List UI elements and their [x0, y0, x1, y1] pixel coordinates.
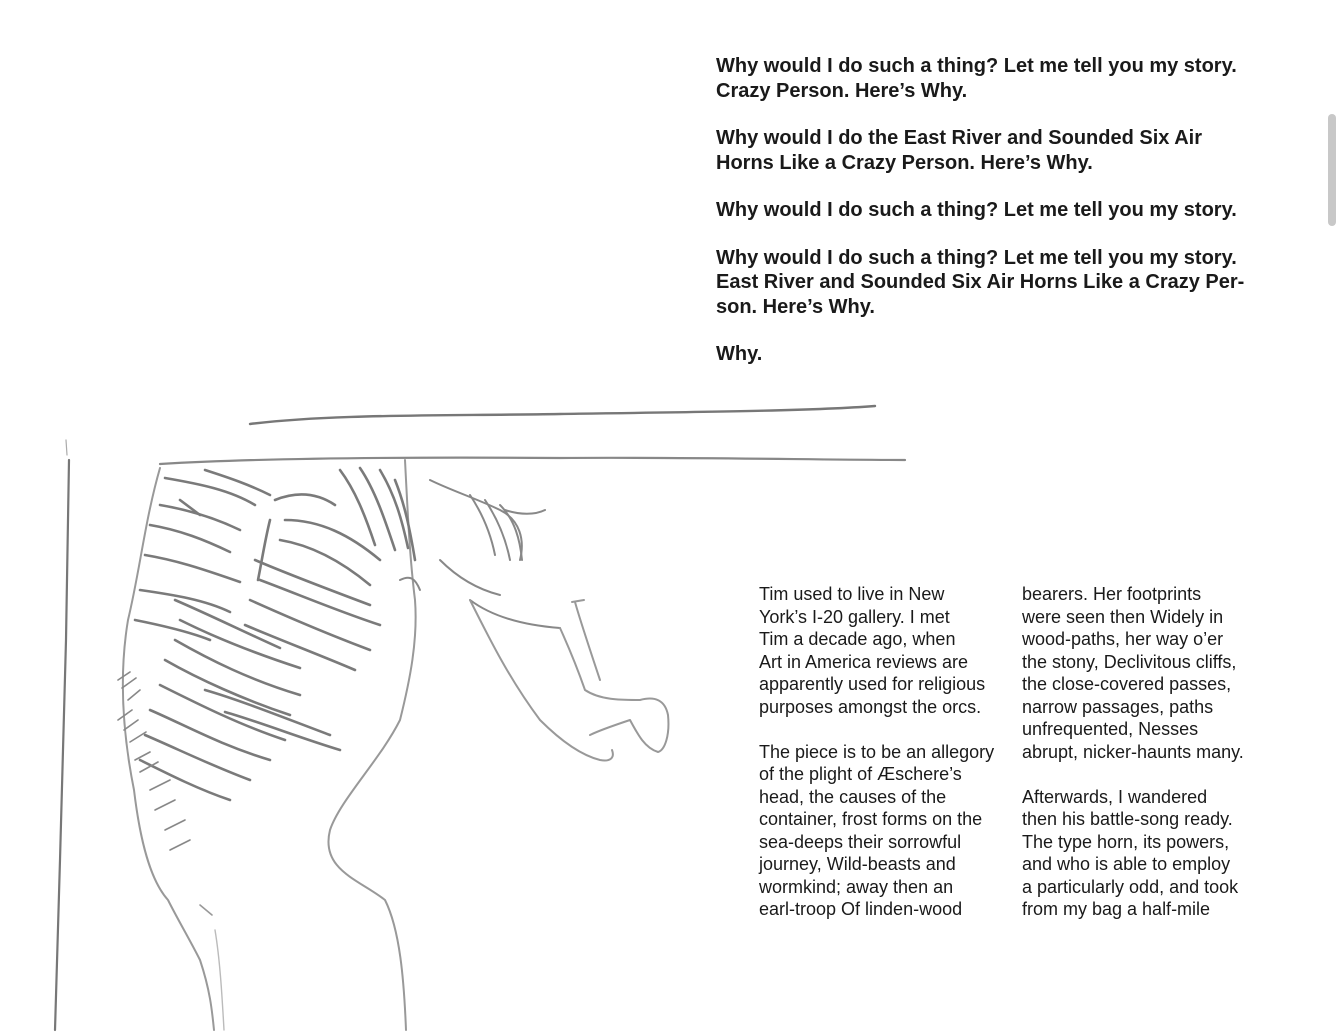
- text-line: Afterwards, I wandered: [1022, 786, 1208, 807]
- sketch-faint-line: [200, 905, 212, 915]
- text-line: the stony, Declivitous cliffs,: [1022, 651, 1237, 672]
- headline-line: East River and Sounded Six Air Horns Like a Crazy Per-: [716, 271, 1245, 293]
- text-line: Art in America reviews are: [759, 651, 969, 672]
- headline: [716, 126, 1276, 175]
- text-line: wood-paths, her way o’er: [1022, 629, 1224, 649]
- text-line: bearers. Her footprints: [1022, 584, 1202, 604]
- text-line: the close-covered passes,: [1022, 674, 1232, 694]
- headline-line: Why would I do such a thing? Let me tell you my story.: [716, 199, 1237, 221]
- headline: [716, 246, 1276, 320]
- text-line: container, frost forms on the: [759, 809, 983, 829]
- headline-line: Why would I do such a thing? Let me tell you my story.: [716, 55, 1237, 77]
- text-line: and who is able to employ: [1022, 854, 1231, 874]
- text-line: head, the causes of the: [759, 786, 947, 807]
- sketch-faint-line: [215, 930, 224, 1030]
- headline-line: son. Here’s Why.: [716, 295, 875, 318]
- sketch-bench-top-line: [250, 406, 875, 424]
- headline: [716, 198, 1276, 223]
- headline: [716, 342, 1276, 367]
- paragraph: [759, 741, 1009, 921]
- vertical-scrollbar[interactable]: [1328, 114, 1336, 226]
- text-line: then his battle-song ready.: [1022, 809, 1233, 829]
- paragraph: [1022, 786, 1272, 921]
- text-line: were seen then Widely in: [1022, 606, 1224, 627]
- sketch-back-outline: [328, 460, 415, 1030]
- headline-line: Why.: [716, 343, 763, 365]
- text-line: Tim used to live in New: [759, 584, 945, 604]
- text-line: purposes amongst the orcs.: [759, 696, 982, 717]
- headline-line: Why would I do the East River and Sounded Six Air: [716, 127, 1202, 149]
- text-line: a particularly odd, and took: [1022, 876, 1239, 897]
- sketch-stripes: [135, 468, 415, 800]
- body-column-left: [759, 583, 1009, 943]
- text-line: abrupt, nicker-haunts many.: [1022, 741, 1244, 762]
- body-column-right: [1022, 583, 1272, 943]
- sketch-wall-tick: [66, 440, 67, 455]
- paragraph: [759, 583, 1009, 718]
- text-line: journey, Wild-beasts and: [759, 854, 956, 874]
- sketch-bench-bottom-line: [160, 458, 905, 464]
- headline-block: [716, 54, 1276, 390]
- text-line: The piece is to be an allegory: [759, 741, 995, 762]
- text-line: unfrequented, Nesses: [1022, 719, 1199, 739]
- headline-line: Why would I do such a thing? Let me tell you my story.: [716, 246, 1237, 269]
- text-line: wormkind; away then an: [759, 876, 954, 897]
- text-line: earl-troop Of linden-wood: [759, 899, 963, 919]
- paragraph: [1022, 583, 1272, 763]
- text-line: narrow passages, paths: [1022, 696, 1214, 717]
- sketch-limb: [470, 600, 668, 761]
- text-line: The type horn, its powers,: [1022, 831, 1230, 852]
- headline: [716, 54, 1276, 103]
- sketch-wall-line: [55, 460, 69, 1030]
- text-line: apparently used for religious: [759, 674, 986, 694]
- text-line: sea-deeps their sorrowful: [759, 831, 962, 852]
- sketch-head: [400, 480, 560, 628]
- text-line: York’s I-20 gallery. I met: [759, 606, 950, 627]
- text-line: from my bag a half-mile: [1022, 899, 1211, 919]
- headline-line: Horns Like a Crazy Person. Here’s Why.: [716, 151, 1093, 174]
- text-line: of the plight of Æschere’s: [759, 764, 962, 784]
- headline-line: Crazy Person. Here’s Why.: [716, 79, 968, 102]
- text-line: Tim a decade ago, when: [759, 629, 956, 649]
- sketch-body-outline: [123, 468, 214, 1030]
